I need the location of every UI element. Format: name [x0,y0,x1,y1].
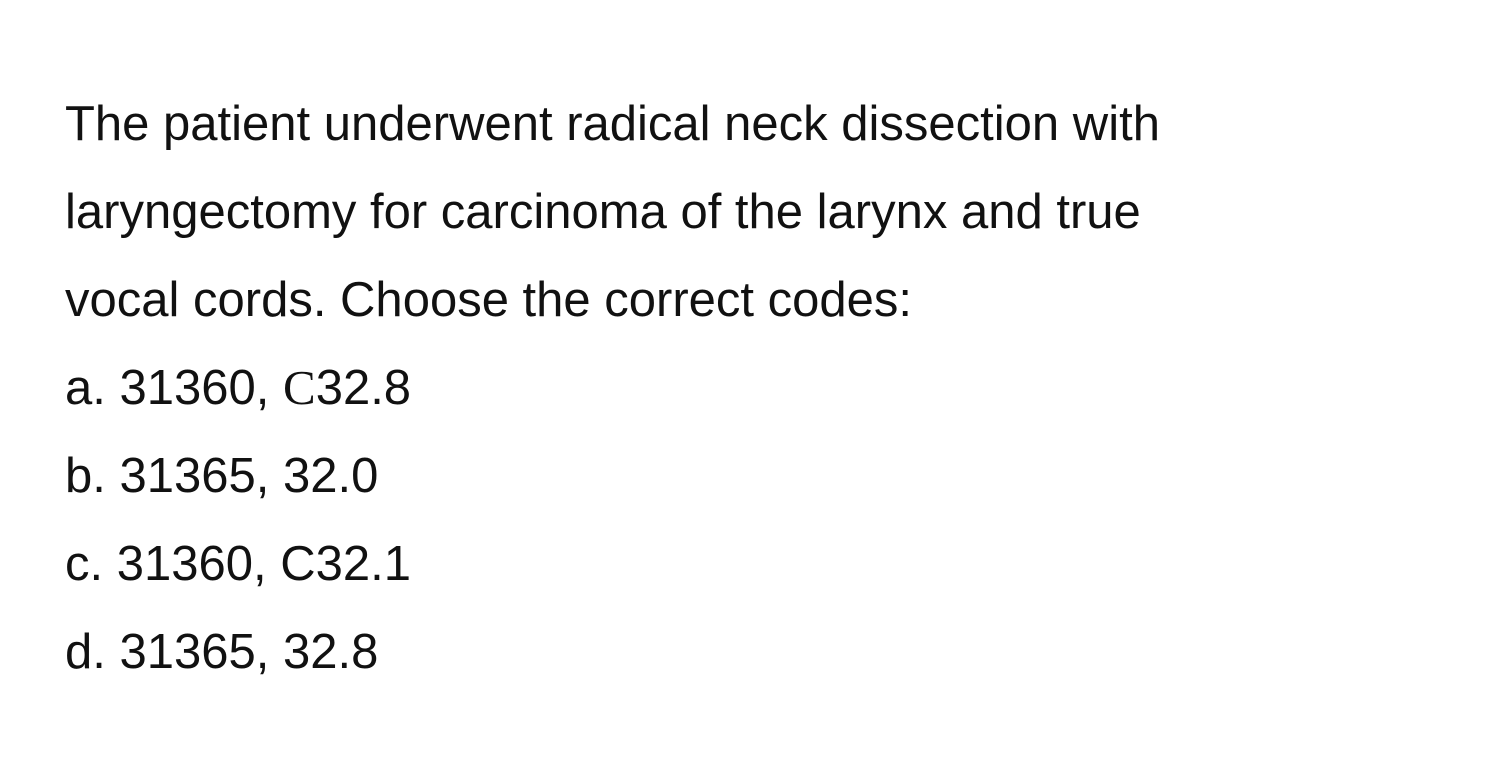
option-code-text: 32.8 [315,361,412,415]
option-code-text: 31360, [119,361,283,415]
option-letter: c. [65,537,104,591]
answer-option-c[interactable] [65,520,1455,608]
answer-option-d[interactable] [65,608,1455,696]
option-code-prefix: C [283,360,316,415]
answer-option-b[interactable] [65,432,1455,520]
option-code-text: 31365, 32.0 [119,449,379,503]
question-line-3: vocal cords. Choose the correct codes: [65,273,913,327]
option-code-text: 31365, 32.8 [119,625,379,679]
question-document [65,80,1455,696]
option-letter: d. [65,625,106,679]
option-letter: b. [65,449,106,503]
option-letter: a. [65,361,106,415]
answer-option-a[interactable] [65,344,1455,432]
option-code-text: 31360, C32.1 [116,537,411,591]
question-line-1: The patient underwent radical neck dissection with [65,97,1160,151]
question-line-2: laryngectomy for carcinoma of the larynx and true [65,185,1141,239]
